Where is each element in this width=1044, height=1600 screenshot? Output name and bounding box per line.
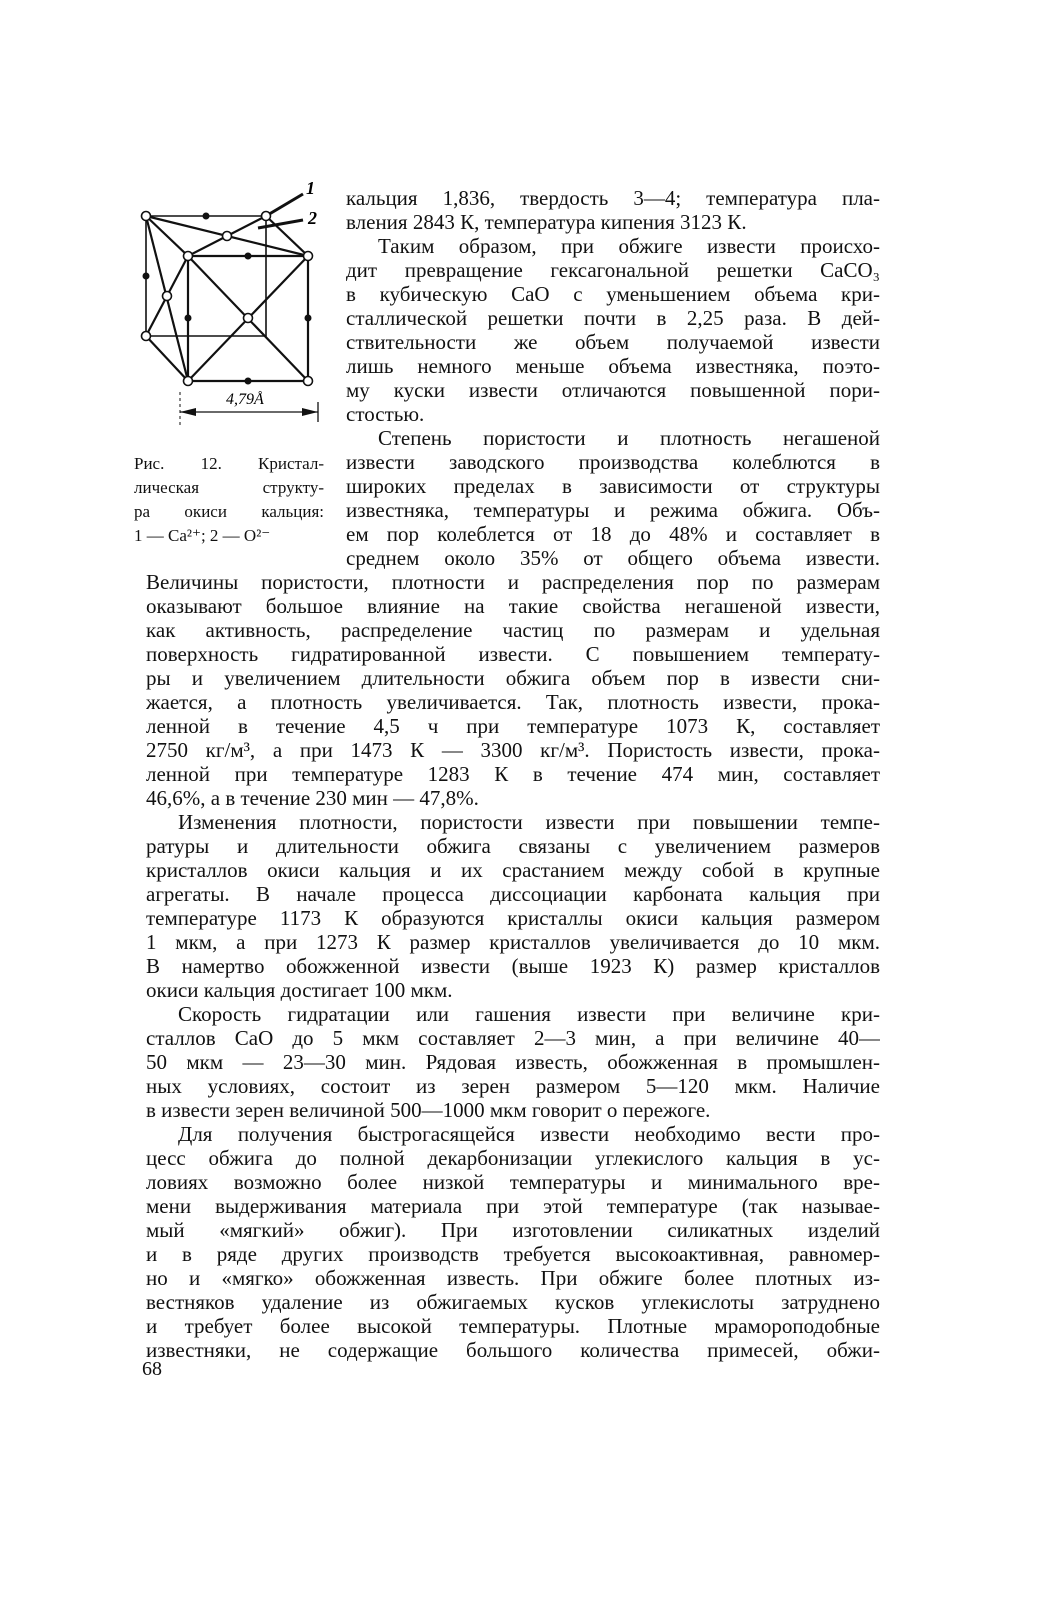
text-line: ем пор колеблется от 18 до 48% и составляет в bbox=[346, 522, 880, 546]
text-line: 50 мкм — 23—30 мин. Рядовая известь, обожженная в промышлен- bbox=[146, 1050, 880, 1074]
text-line: 1 мкм, а при 1273 К размер кристаллов увеличивается до 10 мкм. bbox=[146, 930, 880, 954]
text-line: Скорость гидратации или гашения извести при величине кри- bbox=[178, 1002, 880, 1026]
atom-label-2: 2 bbox=[308, 208, 317, 228]
text-line: и требует более высокой температуры. Плотные мраморoподобные bbox=[146, 1314, 880, 1338]
text-line: лишь немного меньше объема известняка, поэто- bbox=[346, 354, 880, 378]
text-line: ных условиях, состоит из зерен размером 5—120 мкм. Наличие bbox=[146, 1074, 880, 1098]
text-line: извести заводского производства колеблются в bbox=[346, 450, 880, 474]
figure-caption bbox=[134, 453, 324, 549]
text-line: кристаллов окиси кальция и их срастанием между собой в крупные bbox=[146, 858, 880, 882]
text-line: стостью. bbox=[346, 402, 425, 426]
text-line: цесс обжига до полной декарбонизации углекислого кальция в ус- bbox=[146, 1146, 880, 1170]
page-number: 68 bbox=[142, 1358, 162, 1380]
text-line: но и «мягко» обожженная известь. При обжиге более плотных из- bbox=[146, 1266, 880, 1290]
atom-label-1: 1 bbox=[306, 178, 315, 198]
text-line: кальция 1,836, твердость 3—4; температура пла- bbox=[346, 186, 880, 210]
text-line: му куски извести отличаются повышенной пори- bbox=[346, 378, 880, 402]
caption-line: ра окиси кальция: bbox=[134, 502, 324, 521]
crystal-structure-figure bbox=[138, 176, 328, 436]
text-line: оказывают большое влияние на такие свойства негашеной извести, bbox=[146, 594, 880, 618]
caption-line: 1 — Ca²⁺; 2 — O²⁻ bbox=[134, 526, 271, 545]
text-line: жается, а плотность увеличивается. Так, плотность извести, прока- bbox=[146, 690, 880, 714]
text-line: окиси кальция достигает 100 мкм. bbox=[146, 978, 453, 1002]
text-line: ратуры и длительности обжига связаны с увеличением размеров bbox=[146, 834, 880, 858]
dimension-label: 4,79Å bbox=[226, 391, 264, 408]
text-line: мени выдерживания материала при этой температуре (так называе- bbox=[146, 1194, 880, 1218]
main-body-text bbox=[146, 570, 880, 1362]
text-line: 2750 кг/м³, а при 1473 К — 3300 кг/м³. Пористость извести, прока- bbox=[146, 738, 880, 762]
text-line: сталлов CaO до 5 мкм составляет 2—3 мин, а при величине 40— bbox=[146, 1026, 880, 1050]
text-line: известняки, не содержащие большого количества примесей, обжи- bbox=[146, 1338, 880, 1362]
text-line: ленной в течение 4,5 ч при температуре 1073 К, составляет bbox=[146, 714, 880, 738]
text-line: Изменения плотности, пористости извести при повышении темпе- bbox=[178, 810, 880, 834]
text-line: Степень пористости и плотность негашеной bbox=[378, 426, 880, 450]
text-line: в кубическую CaO с уменьшением объема кри- bbox=[346, 282, 880, 306]
text-line: и в ряде других производств требуется высокоактивная, равномер- bbox=[146, 1242, 880, 1266]
text-line: мый «мягкий» обжиг). При изготовлении силикатных изделий bbox=[146, 1218, 880, 1242]
text-line: вестняков удаление из обжигаемых кусков углекислоты затруднено bbox=[146, 1290, 880, 1314]
text-line: среднем около 35% от общего объема извести. bbox=[346, 546, 880, 570]
text-line: поверхность гидратированной извести. С повышением температу- bbox=[146, 642, 880, 666]
text-line: температуре 1173 К образуются кристаллы окиси кальция размером bbox=[146, 906, 880, 930]
text-line: В намертво обожженной извести (выше 1923 К) размер кристаллов bbox=[146, 954, 880, 978]
crystal-lattice-diagram bbox=[138, 176, 328, 436]
text-line: в извести зерен величиной 500—1000 мкм говорит о пережоге. bbox=[146, 1098, 711, 1122]
text-line: сталлической решетки почти в 2,25 раза. В дей- bbox=[346, 306, 880, 330]
text-line: дит превращение гексагональной решетки CaCO₃ bbox=[346, 258, 880, 282]
text-line: ленной при температуре 1283 К в течение 474 мин, составляет bbox=[146, 762, 880, 786]
text-line: как активность, распределение частиц по размерам и удельная bbox=[146, 618, 880, 642]
text-line: известняка, температуры и режима обжига. Объ- bbox=[346, 498, 880, 522]
text-line: ствительности же объем получаемой извести bbox=[346, 330, 880, 354]
text-line: Таким образом, при обжиге извести происхо- bbox=[378, 234, 880, 258]
text-line: агрегаты. В начале процесса диссоциации карбоната кальция при bbox=[146, 882, 880, 906]
text-line: ловиях возможно более низкой температуры и минимального вре- bbox=[146, 1170, 880, 1194]
text-line: широких пределах в зависимости от структуры bbox=[346, 474, 880, 498]
text-line: ры и увеличением длительности обжига объем пор в извести сни- bbox=[146, 666, 880, 690]
side-column-text bbox=[346, 186, 880, 570]
text-line: 46,6%, а в течение 230 мин — 47,8%. bbox=[146, 786, 479, 810]
caption-line: лическая структу- bbox=[134, 478, 324, 497]
text-line: Величины пористости, плотности и распределения пор по размерам bbox=[146, 570, 880, 594]
caption-line: Рис. 12. Кристал- bbox=[134, 454, 324, 473]
text-line: вления 2843 К, температура кипения 3123 К. bbox=[346, 210, 747, 234]
text-line: Для получения быстрогасящейся извести необходимо вести про- bbox=[178, 1122, 880, 1146]
